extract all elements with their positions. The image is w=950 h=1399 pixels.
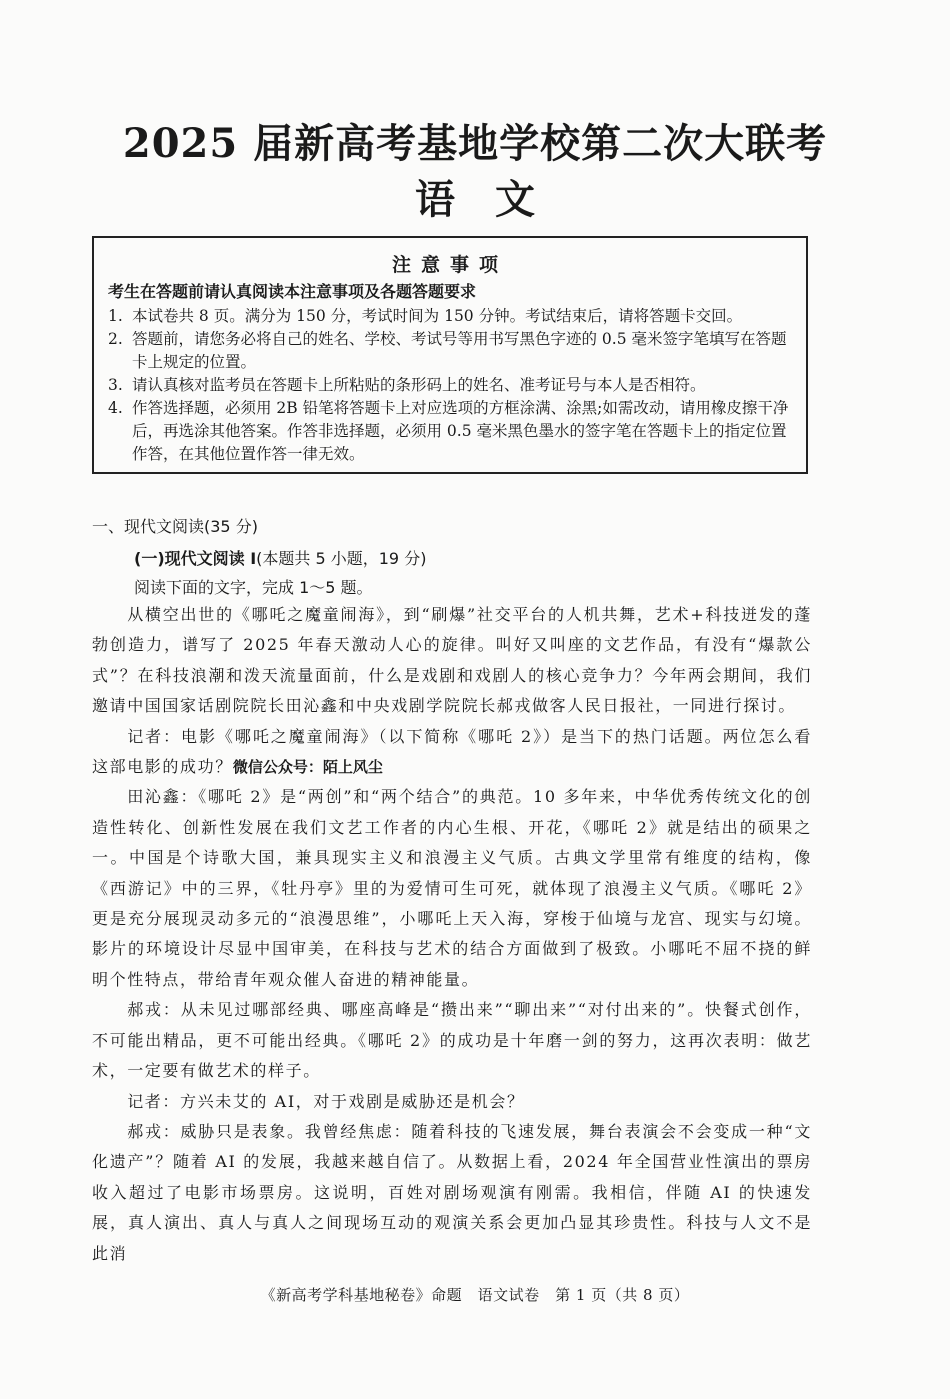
passage-paragraph: 郝戎：从未见过哪部经典、哪座高峰是“攒出来”“聊出来”“对付出来的”。快餐式创作，不可能出精品，更不可能出经典。《哪吒 2》的成功是十年磨一剑的努力，这再次表明：做艺术，一定要有做艺术的样子。 [92, 1000, 812, 1081]
sub-section-heading [134, 546, 426, 569]
notice-item-text: 请认真核对监考员在答题卡上所粘贴的条形码上的姓名、准考证号与本人是否相符。 [132, 376, 706, 394]
exam-title: 2025 届新高考基地学校第二次大联考 [122, 120, 828, 167]
notice-item [108, 305, 792, 328]
watermark-text: 微信公众号：陌上风尘 [232, 758, 383, 777]
passage-paragraph: 田沁鑫：《哪吒 2》是“两创”和“两个结合”的典范。10 多年来，中华优秀传统文化的创造性转化、创新性发展在我们文艺工作者的内心生根、开花，《哪吒 2》就是结出的硕果之一。中国是个诗歌大国，兼具现实主义和浪漫主义气质。古典文学里常有维度的结构，像《西游记》中的三界，《牡丹亭》里的为爱情可生可死，就体现了浪漫主义气质。《哪吒 2》更是充分展现灵动多元的“浪漫思维”，小哪吒上天入海，穿梭于仙境与龙宫、现实与幻境。影片的环境设计尽显中国审美，在科技与艺术的结合方面做到了极致。小哪吒不屈不挠的鲜明个性特点，带给青年观众催人奋进的精神能量。 [92, 787, 812, 989]
passage-paragraph: 郝戎：威胁只是表象。我曾经焦虑：随着科技的飞速发展，舞台表演会不会变成一种“文化遗产”？随着 AI 的发展，我越来越自信了。从数据上看，2024 年全国营业性演出的票房收入超过了电影市场票房。这说明，百姓对剧场观演有刚需。我相信，伴随 AI 的快速发展，真人演出、真人与真人之间现场互动的观演关系会更加凸显其珍贵性。科技与人文不是此消 [92, 1121, 812, 1263]
notice-intro: 考生在答题前请认真阅读本注意事项及各题答题要求 [108, 282, 477, 301]
notice-box [92, 236, 808, 474]
passage-paragraph [92, 722, 812, 783]
page-footer: 《新高考学科基地秘卷》命题 语文试卷 第 1 页（共 8 页） [260, 1286, 690, 1304]
sub-section-score: (本题共 5 小题，19 分) [256, 549, 427, 568]
reading-instruction: 阅读下面的文字，完成 1～5 题。 [134, 578, 373, 597]
notice-item [108, 397, 792, 466]
notice-item-number: 1. [108, 307, 123, 325]
section-heading: 一、现代文阅读(35 分) [92, 517, 258, 536]
notice-item-number: 3. [108, 376, 123, 394]
notice-item-number: 4. [108, 399, 123, 417]
passage-paragraph: 记者：方兴未艾的 AI，对于戏剧是威胁还是机会？ [127, 1091, 525, 1111]
notice-item-number: 2. [108, 330, 123, 348]
notice-item [108, 328, 792, 374]
reading-passage [92, 600, 812, 1269]
notice-item-text: 本试卷共 8 页。满分为 150 分，考试时间为 150 分钟。考试结束后，请将答题卡交回。 [132, 307, 743, 325]
notice-item-text: 作答选择题，必须用 2B 铅笔将答题卡上对应选项的方框涂满、涂黑;如需改动，请用橡皮擦干净后，再选涂其他答案。作答非选择题，必须用 0.5 毫米黑色墨水的签字笔在答题卡上的指定位置作答，在其他位置作答一律无效。 [132, 399, 789, 463]
sub-section-title: (一)现代文阅读 I [134, 549, 257, 568]
notice-heading: 注意事项 [391, 254, 508, 276]
passage-paragraph: 从横空出世的《哪吒之魔童闹海》，到“刷爆”社交平台的人机共舞，艺术+科技迸发的蓬勃创造力，谱写了 2025 年春天激动人心的旋律。叫好又叫座的文艺作品，有没有“爆款公式”？在科技浪潮和泼天流量面前，什么是戏剧和戏剧人的核心竞争力？今年两会期间，我们邀请中国国家话剧院院长田沁鑫和中央戏剧学院院长郝戎做客人民日报社，一同进行探讨。 [92, 605, 812, 716]
notice-item-text: 答题前，请您务必将自己的姓名、学校、考试号等用书写黑色字迹的 0.5 毫米签字笔填写在答题卡上规定的位置。 [132, 330, 787, 371]
passage-question: 记者：电影《哪吒之魔童闹海》（以下简称《哪吒 2》）是当下的热门话题。两位怎么看这部电影的成功？ [92, 726, 812, 777]
exam-subject: 语文 [415, 176, 575, 223]
notice-item [108, 374, 792, 397]
